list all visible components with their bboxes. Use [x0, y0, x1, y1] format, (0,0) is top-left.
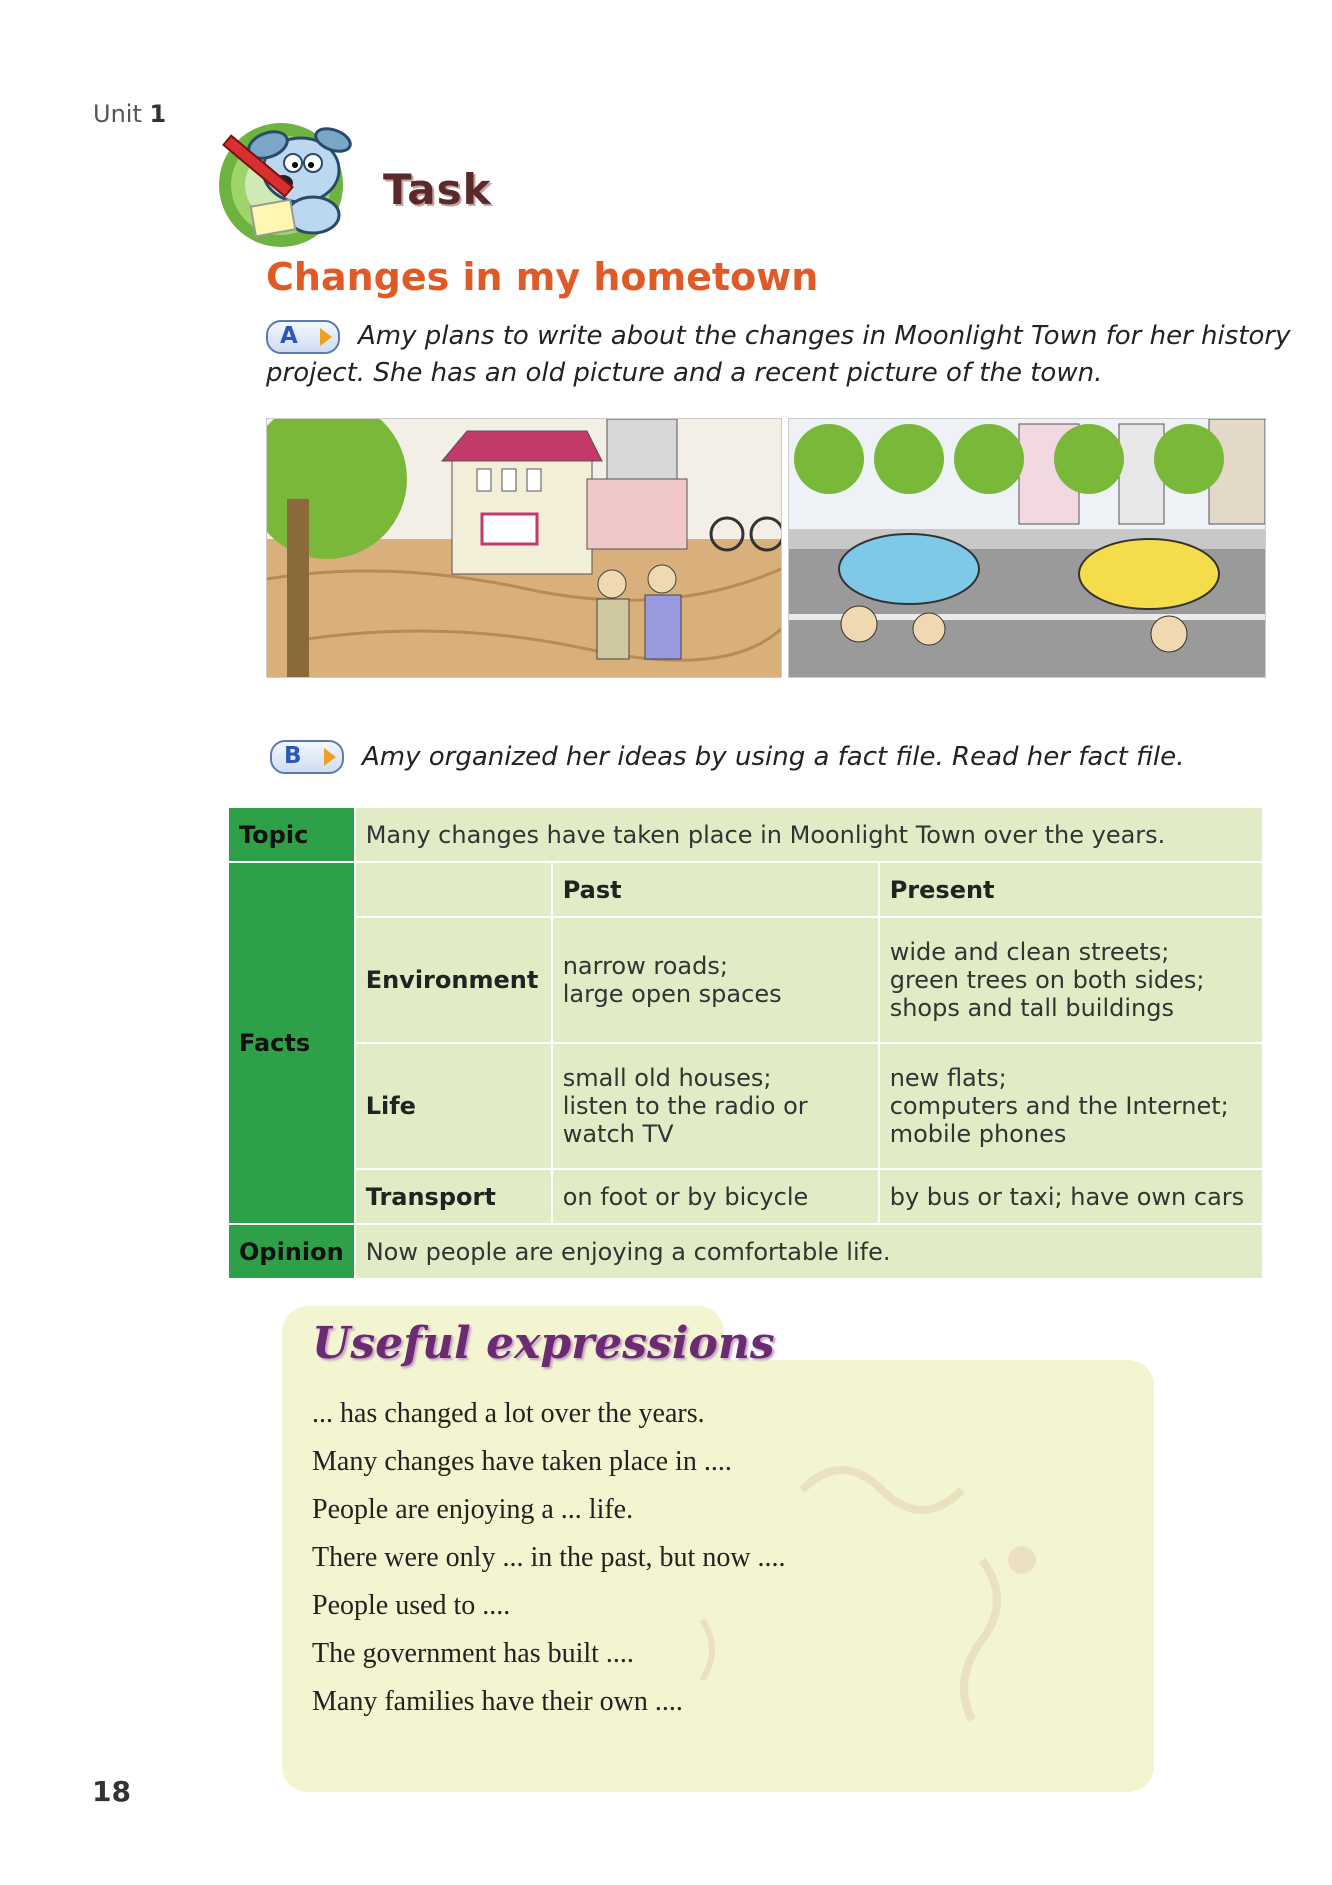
- useful-expressions-title: Useful expressions: [312, 1318, 775, 1369]
- arrow-icon: [320, 328, 332, 346]
- present-cell: wide and clean streets; green trees on both sides; shops and tall buildings: [879, 917, 1263, 1043]
- column-header-row: [228, 862, 1263, 917]
- arrow-icon: [324, 748, 336, 766]
- old-town-illustration: [266, 418, 782, 678]
- row-label: Transport: [355, 1169, 552, 1224]
- badge-b: B: [270, 740, 344, 774]
- table-row: [228, 1043, 1263, 1169]
- present-cell: new flats; computers and the Internet; mobile phones: [879, 1043, 1263, 1169]
- topic-text: Many changes have taken place in Moonlight Town over the years.: [355, 807, 1263, 862]
- table-row: [228, 1169, 1263, 1224]
- past-cell: small old houses; listen to the radio or watch TV: [552, 1043, 879, 1169]
- new-town-illustration: [788, 418, 1266, 678]
- page-number: 18: [92, 1775, 131, 1808]
- instruction-a-line1: Amy plans to write about the changes in Moonlight Town for her history: [358, 321, 1291, 351]
- dog-mascot-icon: [213, 115, 363, 250]
- opinion-label: Opinion: [228, 1224, 355, 1279]
- facts-label: Facts: [228, 862, 355, 1224]
- present-cell: by bus or taxi; have own cars: [879, 1169, 1263, 1224]
- past-cell: on foot or by bicycle: [552, 1169, 879, 1224]
- badge-a: A: [266, 320, 340, 354]
- expression-item: People are enjoying a ... life.: [312, 1494, 634, 1525]
- expression-item: The government has built ....: [312, 1638, 634, 1669]
- instruction-b: Amy organized her ideas by using a fact file. Read her fact file.: [362, 742, 1185, 772]
- expression-item: ... has changed a lot over the years.: [312, 1398, 705, 1429]
- col-past: Past: [552, 862, 879, 917]
- opinion-text: Now people are enjoying a comfortable life.: [355, 1224, 1263, 1279]
- table-row: [228, 917, 1263, 1043]
- unit-label: Unit 1: [93, 100, 167, 128]
- topic-label: Topic: [228, 807, 355, 862]
- opinion-row: [228, 1224, 1263, 1279]
- page-title: Changes in my hometown: [266, 255, 819, 299]
- expression-item: Many changes have taken place in ....: [312, 1446, 732, 1477]
- topic-row: [228, 807, 1263, 862]
- fact-file-table: [227, 806, 1264, 1280]
- row-label: Environment: [355, 917, 552, 1043]
- past-cell: narrow roads; large open spaces: [552, 917, 879, 1043]
- instruction-a-line2: project. She has an old picture and a recent picture of the town.: [266, 358, 1103, 388]
- section-title: Task: [383, 165, 492, 214]
- empty-header-cell: [355, 862, 552, 917]
- row-label: Life: [355, 1043, 552, 1169]
- col-present: Present: [879, 862, 1263, 917]
- expression-item: Many families have their own ....: [312, 1686, 683, 1717]
- expression-item: There were only ... in the past, but now ....: [312, 1542, 786, 1573]
- expression-item: People used to ....: [312, 1590, 511, 1621]
